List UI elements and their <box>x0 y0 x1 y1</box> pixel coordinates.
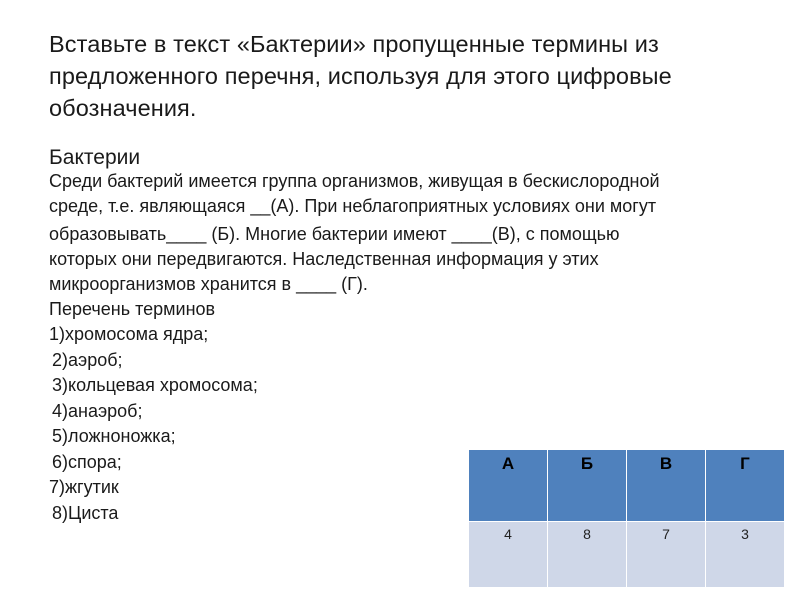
text-line-5: микроорганизмов хранится в ____ (Г). <box>49 274 368 294</box>
answer-table <box>468 449 785 588</box>
terms-list-heading: Перечень терминов <box>49 299 216 319</box>
text-line-3: образовывать____ (Б). Многие бактерии имеют ____(В), с помощью <box>49 224 620 244</box>
answer-value-cell: 8 <box>548 522 627 588</box>
term-item: 7)жгутик <box>49 477 119 497</box>
answer-value-cell: 3 <box>706 522 785 588</box>
answer-header-cell: Г <box>706 450 785 522</box>
text-line-4: которых они передвигаются. Наследственная информация у этих <box>49 249 599 269</box>
term-item: 8)Циста <box>52 502 119 523</box>
term-item: 5)ложноножка; <box>52 426 176 446</box>
text-line-1: Среди бактерий имеется группа организмов, живущая в бескислородной <box>49 171 660 191</box>
answer-header-cell: В <box>627 450 706 522</box>
term-item: 6)спора; <box>52 451 122 472</box>
answer-table-value-row <box>469 522 785 588</box>
answer-value-cell: 7 <box>627 522 706 588</box>
term-item: 3)кольцевая хромосома; <box>52 375 258 395</box>
slide-title: Вставьте в текст «Бактерии» пропущенные термины из предложенного перечня, используя для этого цифровые обозначения. <box>49 31 672 121</box>
answer-table-header-row <box>469 450 785 522</box>
term-item: 2)аэроб; <box>52 349 123 370</box>
answer-header-cell: А <box>469 450 548 522</box>
term-item: 1)хромосома ядра; <box>49 324 209 344</box>
answer-value-cell: 4 <box>469 522 548 588</box>
term-item: 4)анаэроб; <box>52 400 143 421</box>
text-line-2: среде, т.е. являющаяся __(А). При неблагоприятных условиях они могут <box>49 196 657 216</box>
text-heading: Бактерии <box>49 146 141 169</box>
answer-header-cell: Б <box>548 450 627 522</box>
